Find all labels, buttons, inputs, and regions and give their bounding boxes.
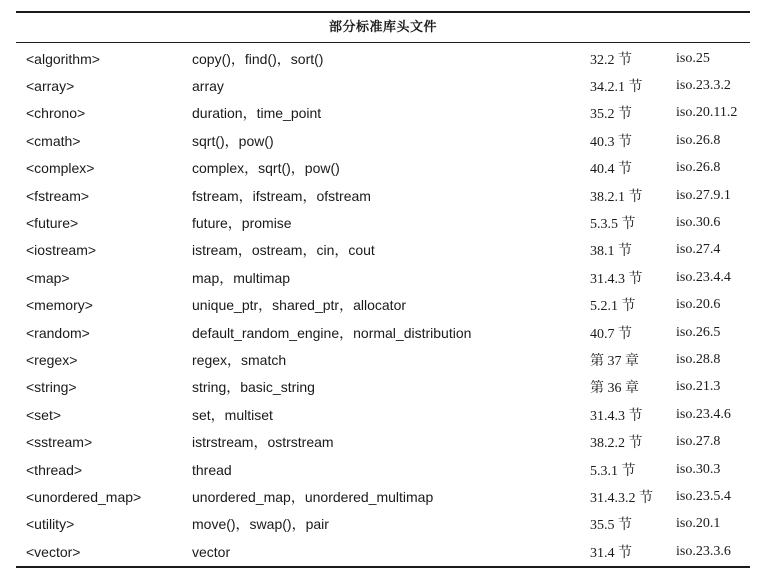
header-name: <set> — [26, 406, 62, 423]
iso-ref: iso.23.4.6 — [676, 406, 731, 422]
iso-ref: iso.27.4 — [676, 242, 721, 258]
section-ref: 34.2.1 节 — [590, 80, 643, 96]
facility-names: unordered_map，unordered_multimap — [192, 488, 434, 505]
section-ref: 31.4 节 — [590, 545, 632, 561]
facility-names: thread — [192, 461, 232, 478]
iso-ref: iso.23.3.6 — [676, 543, 731, 559]
section-ref: 5.3.1 节 — [590, 463, 636, 479]
section-ref: 32.2 节 — [590, 52, 632, 68]
section-ref: 38.1 节 — [590, 244, 632, 260]
iso-ref: iso.21.3 — [676, 379, 721, 395]
header-name: <utility> — [26, 516, 75, 533]
iso-ref: iso.30.6 — [676, 215, 721, 231]
table-row — [16, 511, 750, 538]
table-row — [16, 127, 750, 154]
facility-names: default_random_engine，normal_distribution — [192, 324, 472, 341]
section-ref: 5.2.1 节 — [590, 299, 636, 315]
header-name: <sstream> — [26, 434, 93, 451]
header-name: <regex> — [26, 351, 78, 368]
caption-rule — [16, 42, 750, 43]
iso-ref: iso.28.8 — [676, 351, 721, 367]
section-ref: 5.3.5 节 — [590, 217, 636, 233]
header-name: <future> — [26, 215, 79, 232]
facility-names: map，multimap — [192, 269, 291, 286]
facility-names: future，promise — [192, 215, 292, 232]
iso-ref: iso.26.5 — [676, 324, 721, 340]
table-row — [16, 428, 750, 455]
table-row — [16, 483, 750, 510]
facility-names: sqrt()，pow() — [192, 132, 274, 149]
header-name: <thread> — [26, 461, 83, 478]
table-row — [16, 155, 750, 182]
header-name: <string> — [26, 379, 77, 396]
header-name: <complex> — [26, 160, 95, 177]
table-row — [16, 292, 750, 319]
facility-names: string，basic_string — [192, 379, 315, 396]
iso-ref: iso.20.6 — [676, 297, 721, 313]
facility-names: regex，smatch — [192, 351, 287, 368]
facility-names: unique_ptr，shared_ptr，allocator — [192, 297, 407, 314]
iso-ref: iso.20.1 — [676, 516, 721, 532]
header-name: <algorithm> — [26, 50, 100, 67]
section-ref: 35.2 节 — [590, 107, 632, 123]
table-row — [16, 209, 750, 236]
header-name: <map> — [26, 269, 70, 286]
iso-ref: iso.27.9.1 — [676, 187, 731, 203]
section-ref: 35.5 节 — [590, 518, 632, 534]
table-row — [16, 346, 750, 373]
facility-names: set，multiset — [192, 406, 273, 423]
header-name: <vector> — [26, 543, 81, 560]
facility-names: fstream，ifstream，ofstream — [192, 187, 371, 204]
facility-names: array — [192, 78, 224, 95]
table-row — [16, 538, 750, 565]
iso-ref: iso.25 — [676, 50, 710, 66]
section-ref: 31.4.3 节 — [590, 271, 643, 287]
iso-ref: iso.30.3 — [676, 461, 721, 477]
header-name: <cmath> — [26, 132, 81, 149]
iso-ref: iso.23.3.2 — [676, 78, 731, 94]
section-ref: 31.4.3 节 — [590, 408, 643, 424]
facility-names: complex，sqrt()，pow() — [192, 160, 340, 177]
iso-ref: iso.20.11.2 — [676, 105, 738, 121]
bottom-rule — [16, 566, 750, 568]
facility-names: move()，swap()，pair — [192, 516, 329, 533]
header-name: <random> — [26, 324, 90, 341]
table-row — [16, 374, 750, 401]
section-ref: 38.2.2 节 — [590, 436, 643, 452]
table-row — [16, 100, 750, 127]
header-name: <memory> — [26, 297, 93, 314]
table-row — [16, 72, 750, 99]
table-row — [16, 45, 750, 72]
header-name: <chrono> — [26, 105, 86, 122]
iso-ref: iso.23.5.4 — [676, 488, 731, 504]
facility-names: copy()，find()，sort() — [192, 50, 324, 67]
iso-ref: iso.27.8 — [676, 434, 721, 450]
table-caption: 部分标准库头文件 — [328, 20, 437, 35]
facility-names: istream，ostream，cin，cout — [192, 242, 375, 259]
facility-names: vector — [192, 543, 231, 560]
iso-ref: iso.23.4.4 — [676, 269, 731, 285]
section-ref: 第 37 章 — [590, 353, 639, 369]
iso-ref: iso.26.8 — [676, 132, 721, 148]
section-ref: 40.3 节 — [590, 134, 632, 150]
table-row — [16, 319, 750, 346]
iso-ref: iso.26.8 — [676, 160, 721, 176]
section-ref: 38.2.1 节 — [590, 189, 643, 205]
header-table — [16, 11, 750, 568]
header-name: <iostream> — [26, 242, 97, 259]
table-row — [16, 182, 750, 209]
section-ref: 第 36 章 — [590, 381, 639, 397]
table-row — [16, 456, 750, 483]
section-ref: 31.4.3.2 节 — [590, 490, 653, 506]
section-ref: 40.4 节 — [590, 162, 632, 178]
header-name: <fstream> — [26, 187, 90, 204]
header-name: <array> — [26, 78, 75, 95]
table-row — [16, 237, 750, 264]
facility-names: duration，time_point — [192, 105, 322, 122]
table-row — [16, 401, 750, 428]
header-list — [16, 45, 750, 565]
section-ref: 40.7 节 — [590, 326, 632, 342]
facility-names: istrstream，ostrstream — [192, 434, 334, 451]
header-name: <unordered_map> — [26, 488, 142, 505]
table-row — [16, 264, 750, 291]
